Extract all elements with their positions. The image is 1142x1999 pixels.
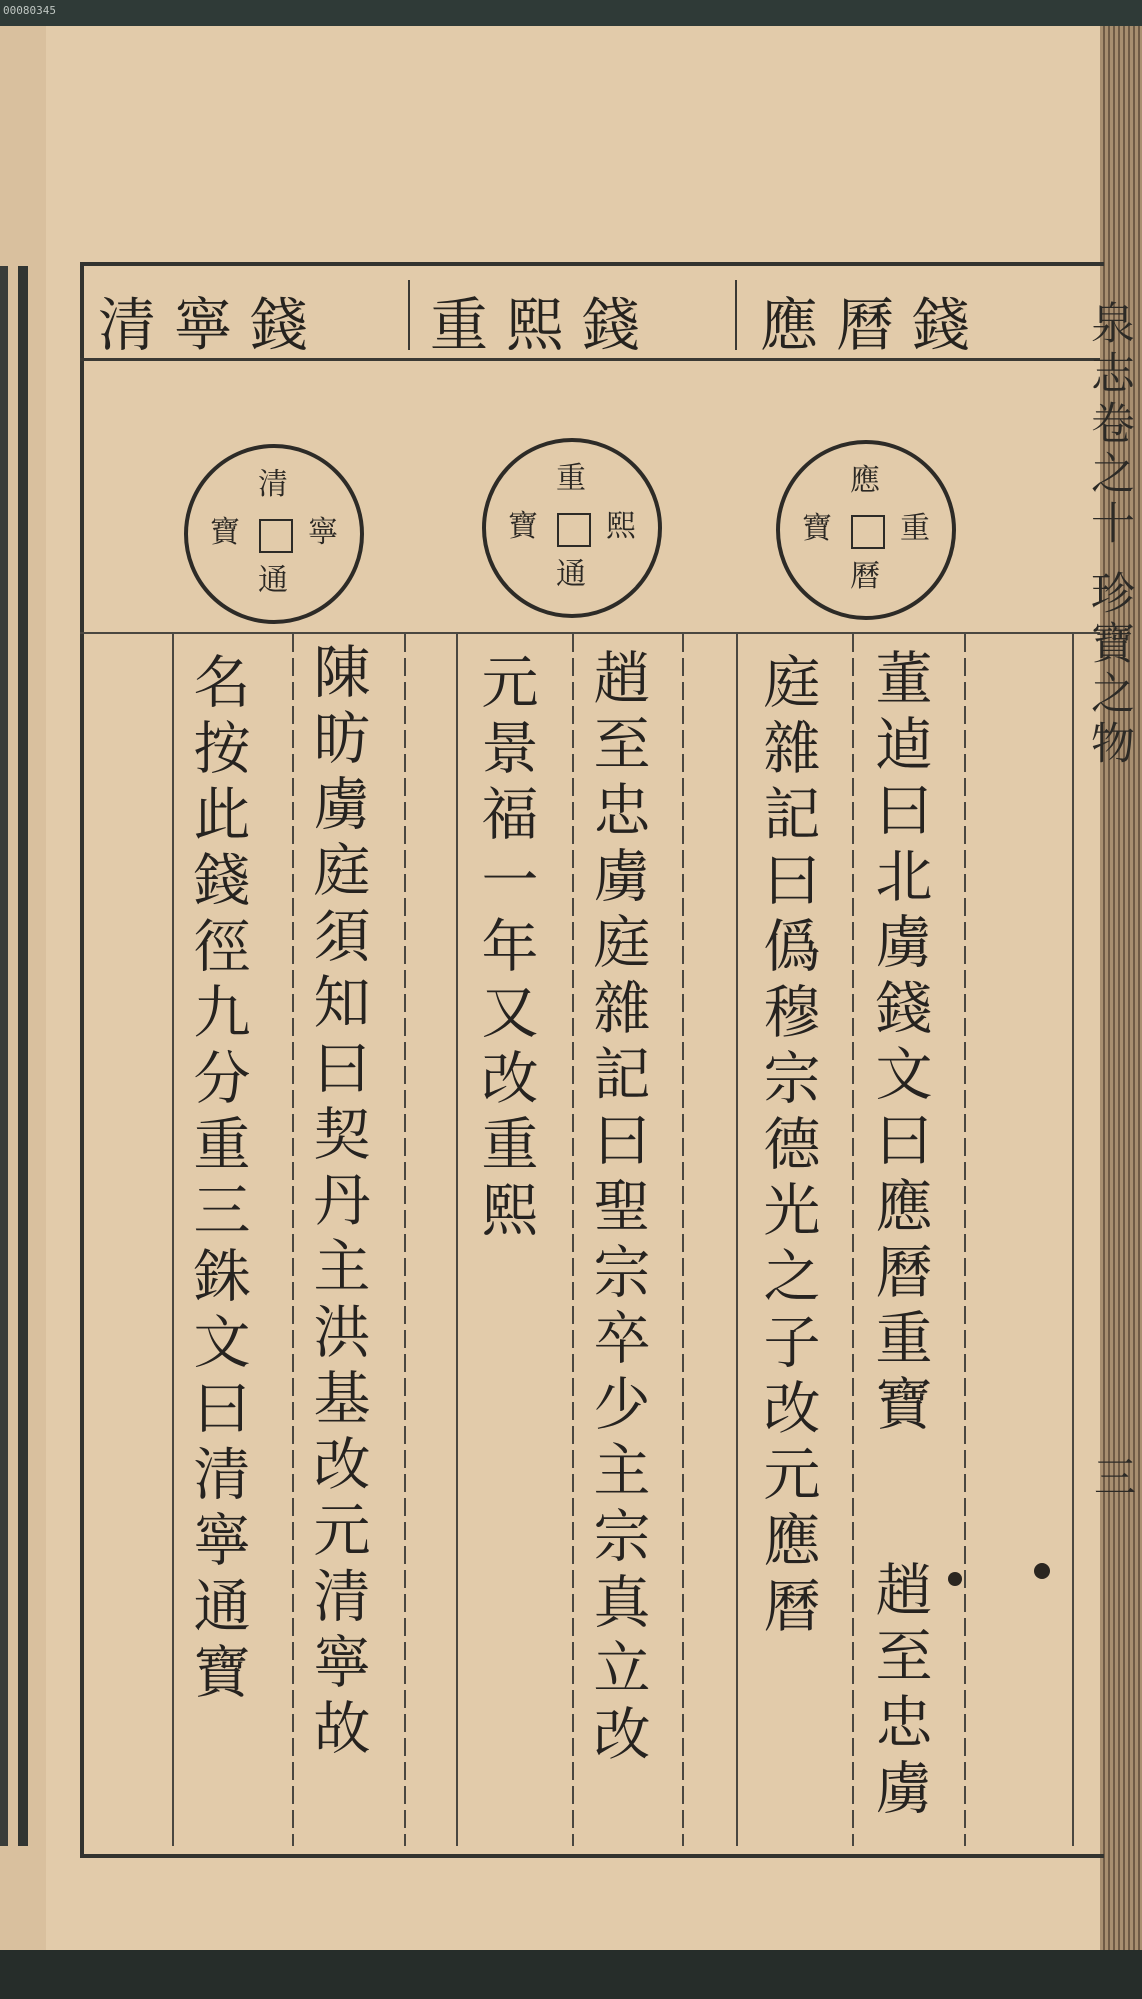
column-rule <box>736 634 738 1846</box>
coin-char-top: 重 <box>556 461 586 496</box>
column-rule <box>682 634 684 1846</box>
coin-char-bottom: 曆 <box>850 559 880 594</box>
column-rule <box>456 634 458 1846</box>
coin-square-hole <box>557 513 591 547</box>
coin-row-rule <box>80 632 1100 634</box>
column-rule <box>172 634 174 1846</box>
edge-column-rule <box>1072 634 1074 1846</box>
text-column-1-continued: 趙至忠虜 <box>866 1560 932 1824</box>
coin-char-bottom: 通 <box>258 563 288 598</box>
page-number: 三 <box>1088 1455 1137 1497</box>
fore-edge-title: 泉志卷之十 珍寶之物 <box>1083 300 1134 770</box>
heading-qingning-coin: 清寧錢 <box>98 291 327 359</box>
facing-page-edge <box>0 26 46 1950</box>
frame-top-rule <box>80 262 1100 266</box>
text-column-3: 趙至忠虜庭雜記曰聖宗卒少主宗真立改 <box>584 648 650 1770</box>
coin-char-left: 寶 <box>508 509 538 544</box>
facing-page-border <box>18 266 28 1846</box>
coin-char-top: 應 <box>850 463 880 498</box>
wormhole-mark <box>948 1572 962 1586</box>
scan-id: 00080345 <box>3 4 56 17</box>
text-column-1: 董逌曰北虜錢文曰應曆重寶 <box>866 648 932 1440</box>
heading-separator <box>735 280 737 350</box>
heading-separator <box>408 280 410 350</box>
coin-square-hole <box>259 519 293 553</box>
wormhole-mark <box>1034 1563 1050 1579</box>
coin-qingning-image <box>184 444 364 624</box>
coin-char-bottom: 通 <box>556 557 586 592</box>
coin-char-right: 重 <box>900 511 930 546</box>
column-rule <box>404 634 406 1846</box>
column-rule <box>572 634 574 1846</box>
column-rule <box>292 634 294 1846</box>
text-column-5: 陳昉虜庭須知曰契丹主洪基改元清寧故 <box>304 642 370 1764</box>
coin-char-left: 寶 <box>210 515 240 550</box>
text-column-6: 名按此錢徑九分重三銖文曰清寧通寶 <box>184 652 250 1708</box>
coin-char-right: 寧 <box>308 515 338 550</box>
coin-char-left: 寶 <box>802 511 832 546</box>
heading-yingli-coin: 應曆錢 <box>760 291 989 359</box>
coin-char-top: 清 <box>258 467 288 502</box>
column-rule <box>964 634 966 1846</box>
facing-page-border-outer <box>0 266 8 1846</box>
text-column-4: 元景福一年又改重熙 <box>472 652 538 1246</box>
coin-square-hole <box>851 515 885 549</box>
heading-chongxi-coin: 重熙錢 <box>430 291 659 359</box>
coin-char-right: 熙 <box>606 509 636 544</box>
scan-bottom-band <box>0 1950 1142 1999</box>
coin-yingli-image <box>776 440 956 620</box>
scan-top-band <box>0 0 1142 26</box>
coin-chongxi-image <box>482 438 662 618</box>
text-column-2: 庭雜記曰僞穆宗德光之子改元應曆 <box>754 652 820 1642</box>
column-rule <box>852 634 854 1846</box>
